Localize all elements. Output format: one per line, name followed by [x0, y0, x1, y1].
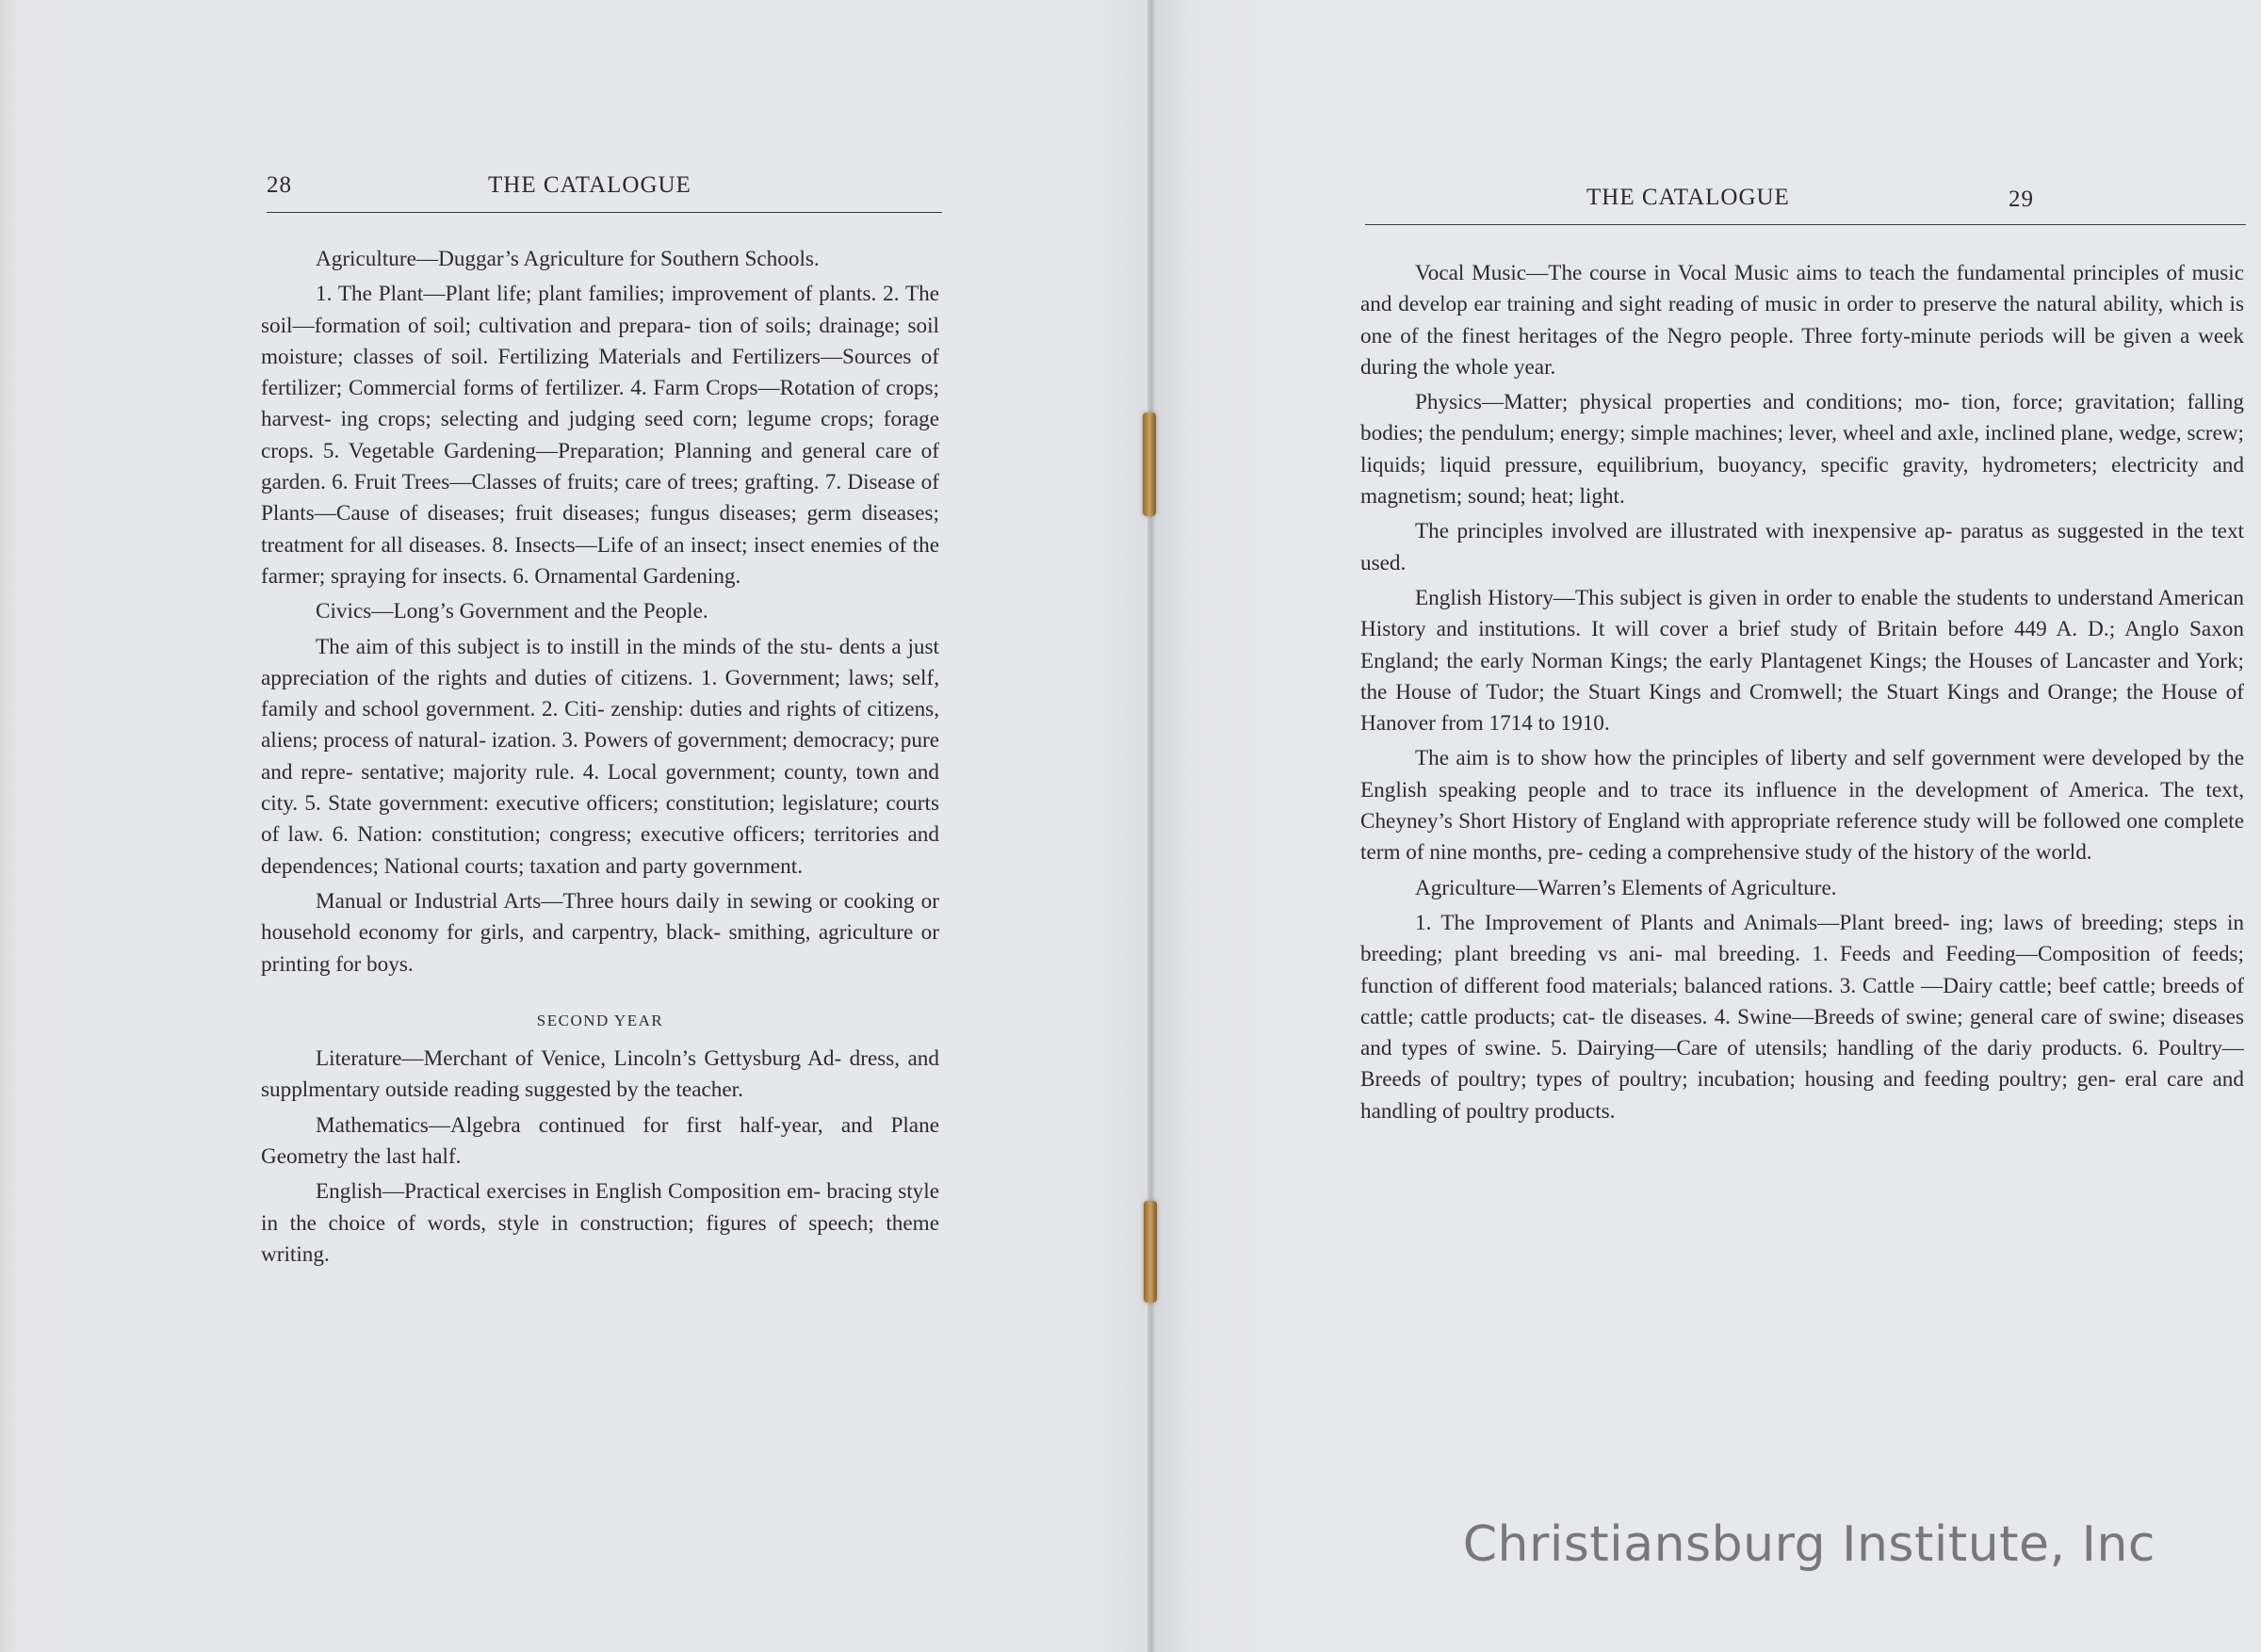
right-running-header: THE CATALOGUE [1586, 185, 1790, 210]
left-header-rule [267, 212, 942, 213]
left-paragraph: Manual or Industrial Arts—Three hours daily in sewing or cooking or household economy for girls, and carpentry, black- smithing, agriculture or printing for boys. [261, 888, 939, 977]
right-paragraph: The aim is to show how the principles of liberty and self government were developed by the English speaking people and to trace its influence in the development of America. The text, Cheyney’s Short History of England with appropriate reference study will be followed one complete term of nine months, pre- ceding a comprehensive study of the history of the world. [1360, 746, 2244, 866]
right-header-rule [1365, 224, 2246, 225]
left-paragraph: Civics—Long’s Government and the People. [316, 599, 708, 624]
book-spine [1147, 0, 1155, 1652]
left-running-header: THE CATALOGUE [488, 172, 691, 198]
right-page [1151, 0, 2261, 1652]
left-paragraph: Agriculture—Duggar’s Agriculture for Southern Schools. [316, 247, 820, 271]
left-page-number: 28 [267, 172, 292, 198]
right-paragraph: The principles involved are illustrated with inexpensive ap- paratus as suggested in the text used. [1360, 519, 2244, 575]
section-subheading: SECOND YEAR [536, 1011, 664, 1029]
left-paragraph: Mathematics—Algebra continued for first half-year, and Plane Geometry the last half. [261, 1112, 939, 1170]
right-paragraph: Physics—Matter; physical properties and conditions; mo- tion, force; gravitation; falling bodies; the pendulum; energy; simple machines; lever, wheel and axle, inclined plane, wedge, screw; liquids; liquid pressure, equilibrium, buoyancy, specific gravity, hydrometers; electricity and magnetism; sound; heat; light. [1360, 390, 2244, 510]
bottom-staple [1144, 1201, 1157, 1303]
left-paragraph: Literature—Merchant of Venice, Lincoln’s Gettysburg Ad- dress, and supplmentary outside reading suggested by the teacher. [261, 1046, 939, 1103]
right-paragraph: Agriculture—Warren’s Elements of Agriculture. [1415, 875, 1837, 900]
right-body [1360, 258, 2244, 1131]
left-paragraph: 1. The Plant—Plant life; plant families; improvement of plants. 2. The soil—formation of soil; cultivation and prepara- tion of soils; drainage; soil moisture; classes of soil. Fertilizing Materials and Fertilizers—Sources of fertilizer; Commercial forms of fertilizer. 4. Farm Crops—Rotation of crops; harvest- ing crops; selecting and judging seed corn; legume crops; forage crops. 5. Vegetable Gardening—Preparation; Planning and general care of garden. 6. Fruit Trees—Classes of fruits; care of trees; grafting. 7. Disease of Plants—Cause of diseases; fruit diseases; fungus diseases; germ diseases; treatment for all diseases. 8. Insects—Life of an insect; insect enemies of the farmer; spraying for insects. 6. Ornamental Gardening. [261, 282, 939, 589]
right-paragraph: Vocal Music—The course in Vocal Music aims to teach the fundamental principles of music and develop ear training and sight reading of music in order to preserve the natural ability, which is one of the finest heritages of the Negro people. Three forty-minute periods will be given a week during the whole year. [1360, 261, 2244, 380]
left-paragraph: English—Practical exercises in English Composition em- bracing style in the choice of words, style in construction; figures of speech; theme writing. [261, 1179, 939, 1267]
right-paragraph: English History—This subject is given in order to enable the students to understand American History and institutions. It will cover a brief study of Britain before 449 A. D.; Anglo Saxon England; the early Norman Kings; the early Plantagenet Kings; the Houses of Lancaster and York; the House of Tudor; the Stuart Kings and Cromwell; the Stuart Kings and Orange; the House of Hanover from 1714 to 1910. [1360, 585, 2244, 737]
top-staple [1143, 413, 1156, 516]
left-paragraph: The aim of this subject is to instill in the minds of the stu- dents a just appreciation of the rights and duties of citizens. 1. Government; laws; self, family and school government. 2. Citi- zenship: duties and rights of citizens, aliens; process of natural- ization. 3. Powers of government; democracy; pure and repre- sentative; majority rule. 4. Local government; county, town and city. 5. State government: executive officers; constitution; legislature; courts of law. 6. Nation: constitution; congress; executive officers; territories and dependences; National courts; taxation and party government. [261, 634, 939, 879]
left-body [261, 244, 939, 1274]
right-page-number: 29 [2009, 186, 2034, 212]
watermark-text: Christiansburg Institute, Inc [1462, 1516, 2155, 1573]
right-paragraph: 1. The Improvement of Plants and Animals—Plant breed- ing; laws of breeding; steps in breeding; plant breeding vs ani- mal breeding. 1. Feeds and Feeding—Composition of feeds; function of different food materials; balanced rations. 3. Cattle —Dairy cattle; beef cattle; breeds of cattle; cattle products; cat- tle diseases. 4. Swine—Breeds of swine; general care of swine; diseases and types of swine. 5. Dairying—Care of utensils; handling of the dariy products. 6. Poultry—Breeds of poultry; types of poultry; incubation; housing and feeding poultry; gen- eral care and handling of poultry products. [1360, 910, 2244, 1124]
